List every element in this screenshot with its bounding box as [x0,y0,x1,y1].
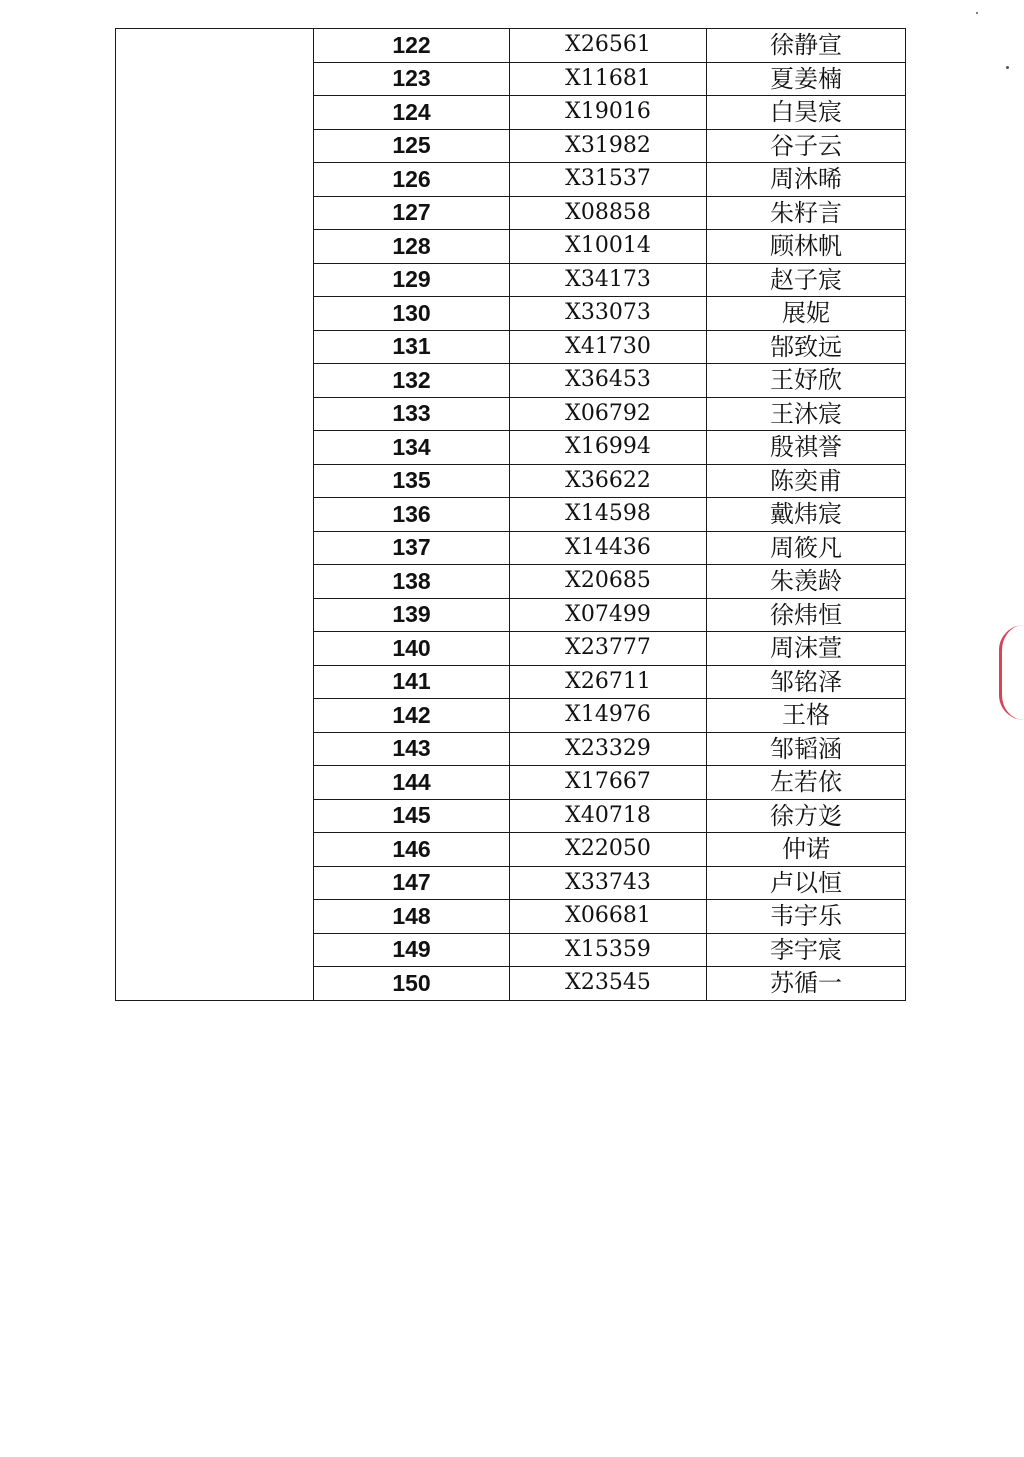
name-cell: 邹铭泽 [707,665,906,699]
exam-id-cell: X26711 [510,665,707,699]
seq-cell: 147 [314,866,510,900]
seq-cell: 127 [314,196,510,230]
seq-cell: 122 [314,29,510,63]
seq-cell: 137 [314,531,510,565]
group-cell [116,29,314,1001]
roster-table [115,28,906,1001]
exam-id-cell: X36453 [510,364,707,398]
seq-cell: 128 [314,230,510,264]
name-cell: 周筱凡 [707,531,906,565]
name-cell: 徐炜恒 [707,598,906,632]
name-cell: 周沐晞 [707,163,906,197]
name-cell: 朱羡龄 [707,565,906,599]
exam-id-cell: X19016 [510,96,707,130]
exam-id-cell: X40718 [510,799,707,833]
seq-cell: 134 [314,431,510,465]
exam-id-cell: X16994 [510,431,707,465]
name-cell: 殷祺誉 [707,431,906,465]
seq-cell: 124 [314,96,510,130]
seq-cell: 143 [314,732,510,766]
seq-cell: 136 [314,498,510,532]
name-cell: 徐静宣 [707,29,906,63]
seq-cell: 141 [314,665,510,699]
seq-cell: 149 [314,933,510,967]
seq-cell: 140 [314,632,510,666]
exam-id-cell: X20685 [510,565,707,599]
exam-id-cell: X22050 [510,833,707,867]
exam-id-cell: X15359 [510,933,707,967]
exam-id-cell: X36622 [510,464,707,498]
seq-cell: 130 [314,297,510,331]
red-seal-fragment [999,625,1024,720]
name-cell: 王沐宸 [707,397,906,431]
seq-cell: 145 [314,799,510,833]
seq-cell: 144 [314,766,510,800]
seq-cell: 125 [314,129,510,163]
name-cell: 王妤欣 [707,364,906,398]
scan-speck [976,12,978,14]
seq-cell: 148 [314,900,510,934]
exam-id-cell: X14976 [510,699,707,733]
name-cell: 夏姜楠 [707,62,906,96]
name-cell: 顾林帆 [707,230,906,264]
name-cell: 韦宇乐 [707,900,906,934]
exam-id-cell: X31537 [510,163,707,197]
exam-id-cell: X08858 [510,196,707,230]
exam-id-cell: X41730 [510,330,707,364]
seq-cell: 135 [314,464,510,498]
seq-cell: 138 [314,565,510,599]
exam-id-cell: X23545 [510,967,707,1001]
seq-cell: 131 [314,330,510,364]
exam-id-cell: X14598 [510,498,707,532]
roster-table-body [116,29,906,1001]
seq-cell: 126 [314,163,510,197]
table-row [116,29,906,63]
exam-id-cell: X10014 [510,230,707,264]
seq-cell: 146 [314,833,510,867]
name-cell: 陈奕甫 [707,464,906,498]
name-cell: 卢以恒 [707,866,906,900]
name-cell: 戴炜宸 [707,498,906,532]
name-cell: 李宇宸 [707,933,906,967]
exam-id-cell: X31982 [510,129,707,163]
name-cell: 左若依 [707,766,906,800]
exam-id-cell: X34173 [510,263,707,297]
scan-speck [1006,66,1009,69]
name-cell: 苏循一 [707,967,906,1001]
exam-id-cell: X06681 [510,900,707,934]
exam-id-cell: X33073 [510,297,707,331]
name-cell: 赵子宸 [707,263,906,297]
seq-cell: 129 [314,263,510,297]
exam-id-cell: X26561 [510,29,707,63]
seq-cell: 133 [314,397,510,431]
name-cell: 王格 [707,699,906,733]
name-cell: 徐方彣 [707,799,906,833]
seq-cell: 142 [314,699,510,733]
name-cell: 周沫萱 [707,632,906,666]
exam-id-cell: X07499 [510,598,707,632]
exam-id-cell: X17667 [510,766,707,800]
exam-id-cell: X11681 [510,62,707,96]
name-cell: 仲诺 [707,833,906,867]
exam-id-cell: X14436 [510,531,707,565]
name-cell: 邹韬涵 [707,732,906,766]
exam-id-cell: X06792 [510,397,707,431]
exam-id-cell: X23777 [510,632,707,666]
exam-id-cell: X23329 [510,732,707,766]
name-cell: 朱籽言 [707,196,906,230]
seq-cell: 132 [314,364,510,398]
name-cell: 谷子云 [707,129,906,163]
seq-cell: 150 [314,967,510,1001]
name-cell: 白昊宸 [707,96,906,130]
name-cell: 郜致远 [707,330,906,364]
seq-cell: 123 [314,62,510,96]
name-cell: 展妮 [707,297,906,331]
exam-id-cell: X33743 [510,866,707,900]
seq-cell: 139 [314,598,510,632]
